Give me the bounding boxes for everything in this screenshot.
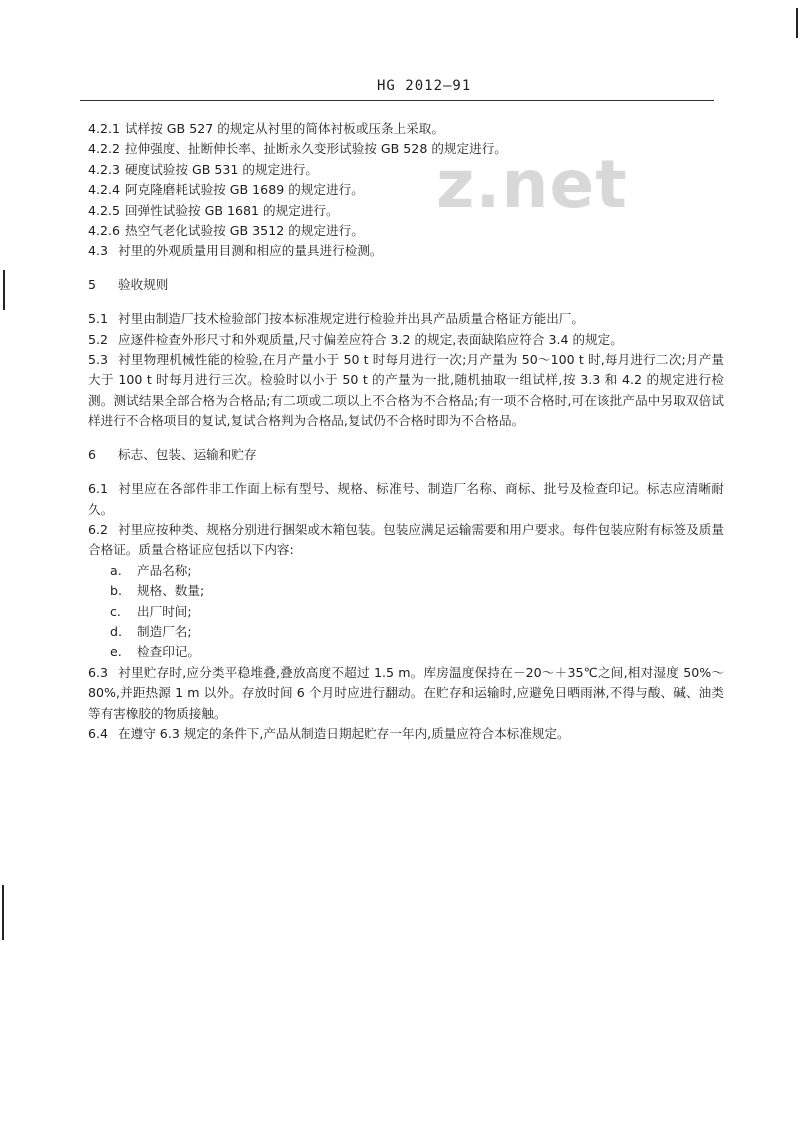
clause-4-2-2	[88, 139, 724, 159]
clause-number: 5.3	[88, 352, 109, 368]
list-marker: d.	[110, 623, 122, 639]
clause-5-3	[88, 350, 724, 432]
clause-number: 4.2.4	[88, 182, 121, 198]
clause-text: 衬里的外观质量用目测和相应的量具进行检测。	[118, 243, 383, 259]
list-text: 出厂时间;	[137, 603, 192, 619]
list-marker: b.	[110, 583, 122, 599]
scan-mark-left	[3, 270, 5, 310]
list-text: 规格、数量;	[137, 583, 205, 599]
clause-6-1	[88, 479, 724, 520]
clause-text: 衬里贮存时,应分类平稳堆叠,叠放高度不超过 1.5 m。库房温度保持在－20～＋35℃之间,相对湿度 50%～80%,并距热源 1 m 以外。存放时间 6 个月时应进行翻动。在贮存和运输时,应避免日晒雨淋,不得与酸、碱、油类等有害橡胶的物质接触。	[88, 664, 724, 721]
clause-number: 6.3	[88, 664, 109, 680]
clause-number: 4.2.3	[88, 161, 121, 177]
section-number: 6	[88, 446, 97, 462]
scan-mark-left-lower	[2, 885, 4, 940]
clause-text: 回弹性试验按 GB 1681 的规定进行。	[125, 202, 339, 218]
clause-text: 应逐件检查外形尺寸和外观质量,尺寸偏差应符合 3.2 的规定,表面缺陷应符合 3.4 的规定。	[118, 331, 623, 347]
clause-6-3	[88, 663, 724, 724]
clause-4-2-5	[88, 201, 724, 221]
clause-6-4	[88, 724, 724, 744]
clause-number: 6.2	[88, 521, 109, 537]
clause-text: 硬度试验按 GB 531 的规定进行。	[125, 161, 318, 177]
clause-text: 衬里物理机械性能的检验,在月产量小于 50 t 时每月进行一次;月产量为 50～100 t 时,每月进行二次;月产量大于 100 t 时每月进行三次。检验时以小于 50 t 的产量为一批,随机抽取一组试样,按 3.3 和 4.2 的规定进行检测。测试结果全部合格为合格品;有二项或二项以上不合格为不合格品;有一项不合格时,可在该批产品中另取双倍试样进行不合格项目的复试,复试合格判为合格品,复试仍不合格时即为不合格品。	[88, 352, 724, 429]
list-marker: c.	[110, 603, 121, 619]
clause-4-2-1	[88, 119, 724, 139]
clause-text: 在遵守 6.3 规定的条件下,产品从制造日期起贮存一年内,质量应符合本标准规定。	[118, 725, 570, 741]
list-item-c	[88, 602, 724, 622]
clause-text: 衬里由制造厂技术检验部门按本标准规定进行检验并出具产品质量合格证方能出厂。	[118, 311, 584, 327]
clause-number: 4.3	[88, 243, 109, 259]
scan-mark-right	[796, 8, 798, 38]
clause-4-2-6	[88, 221, 724, 241]
clause-text: 拉伸强度、扯断伸长率、扯断永久变形试验按 GB 528 的规定进行。	[125, 141, 507, 157]
clause-number: 6.1	[88, 481, 109, 497]
list-item-e	[88, 642, 724, 662]
list-marker: a.	[110, 562, 122, 578]
clause-4-2-4	[88, 180, 724, 200]
list-item-b	[88, 581, 724, 601]
list-text: 检查印记。	[137, 644, 200, 660]
clause-text: 试样按 GB 527 的规定从衬里的简体衬板或压条上采取。	[125, 121, 444, 136]
list-text: 制造厂名;	[137, 623, 192, 639]
section-number: 5	[88, 276, 97, 292]
section-6-heading	[88, 445, 724, 465]
clause-text: 阿克隆磨耗试验按 GB 1689 的规定进行。	[125, 182, 364, 198]
clause-5-2	[88, 330, 724, 350]
list-text: 产品名称;	[137, 562, 192, 578]
clause-number: 4.2.5	[88, 202, 121, 218]
clause-number: 6.4	[88, 725, 109, 741]
list-item-a	[88, 561, 724, 581]
clause-5-1	[88, 309, 724, 329]
list-item-d	[88, 622, 724, 642]
clause-text: 衬里应按种类、规格分别进行捆架或木箱包装。包装应满足运输需要和用户要求。每件包装应附有标签及质量合格证。质量合格证应包括以下内容:	[88, 521, 725, 558]
clause-number: 5.2	[88, 331, 109, 347]
watermark: z.net	[436, 146, 628, 223]
clause-4-3	[88, 241, 724, 261]
clause-number: 4.2.1	[88, 121, 121, 136]
section-title: 标志、包装、运输和贮存	[118, 446, 257, 462]
clause-6-2	[88, 520, 724, 561]
standard-code: HG 2012—91	[377, 78, 472, 94]
section-title: 验收规则	[118, 276, 169, 292]
clause-text: 热空气老化试验按 GB 3512 的规定进行。	[125, 223, 364, 239]
clause-text: 衬里应在各部件非工作面上标有型号、规格、标准号、制造厂名称、商标、批号及检查印记。标志应清晰耐久。	[88, 481, 724, 517]
clause-number: 4.2.2	[88, 141, 121, 157]
document-body	[88, 119, 724, 744]
clause-4-2-3	[88, 160, 724, 180]
list-marker: e.	[110, 644, 122, 660]
clause-number: 5.1	[88, 311, 109, 327]
section-5-heading	[88, 275, 724, 295]
header-rule	[80, 100, 714, 101]
clause-number: 4.2.6	[88, 223, 121, 239]
